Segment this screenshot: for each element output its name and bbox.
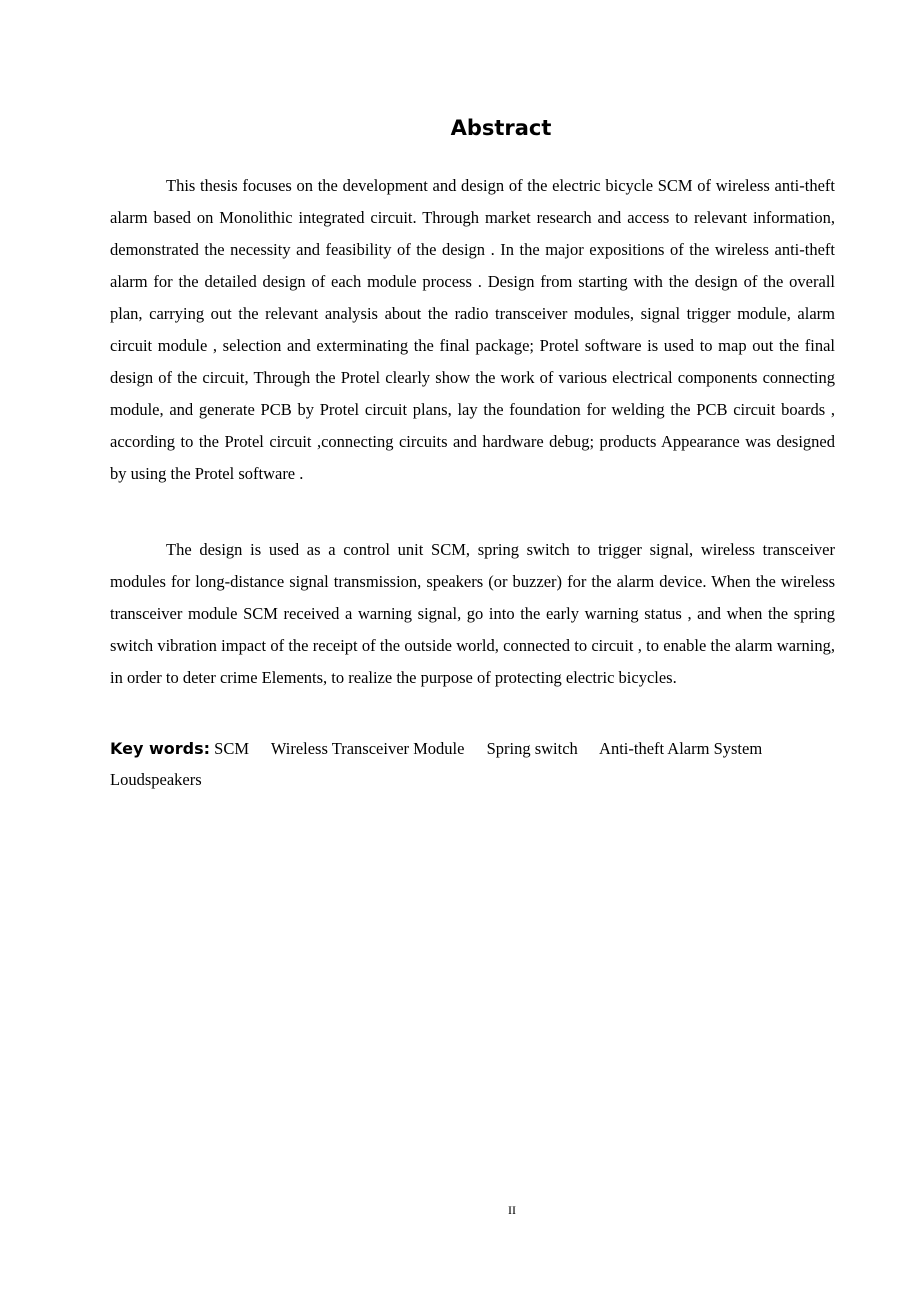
keyword-item: Anti-theft Alarm System [599,739,763,758]
keywords-line [110,733,840,795]
abstract-paragraph-1: This thesis focuses on the development and design of the electric bicycle SCM of wireless anti-theft alarm based on Monolithic integrated circuit. Through market research and access to relevant information, demonstrated the necessity and feasibility of the design . In the major expositions of the wireless anti-theft alarm for the detailed design of each module process . Design from starting with the design of the overall plan, carrying out the relevant analysis about the radio transceiver modules, signal trigger module, alarm circuit module , selection and exterminating the final package; Protel software is used to map out the final design of the circuit, Through the Protel clearly show the work of various electrical components connecting module, and generate PCB by Protel circuit plans, lay the foundation for welding the PCB circuit boards , according to the Protel circuit ,connecting circuits and hardware debug; products Appearance was designed by using the Protel software . [110,176,835,483]
keywords-label: Key words: [110,739,211,758]
keyword-item: SCM [214,739,249,758]
keyword-item: Loudspeakers [110,770,202,789]
keyword-item: Wireless Transceiver Module [270,739,465,758]
abstract-paragraph-2: The design is used as a control unit SCM, spring switch to trigger signal, wireless transceiver modules for long-distance signal transmission, speakers (or buzzer) for the alarm device. When the wireless transceiver module SCM received a warning signal, go into the early warning status , and when the spring switch vibration impact of the receipt of the outside world, connected to circuit , to enable the alarm warning, in order to deter crime Elements, to realize the purpose of protecting electric bicycles. [110,540,835,687]
abstract-title: Abstract [450,116,552,140]
page-number: II [508,1203,516,1217]
keyword-item: Spring switch [486,739,578,758]
